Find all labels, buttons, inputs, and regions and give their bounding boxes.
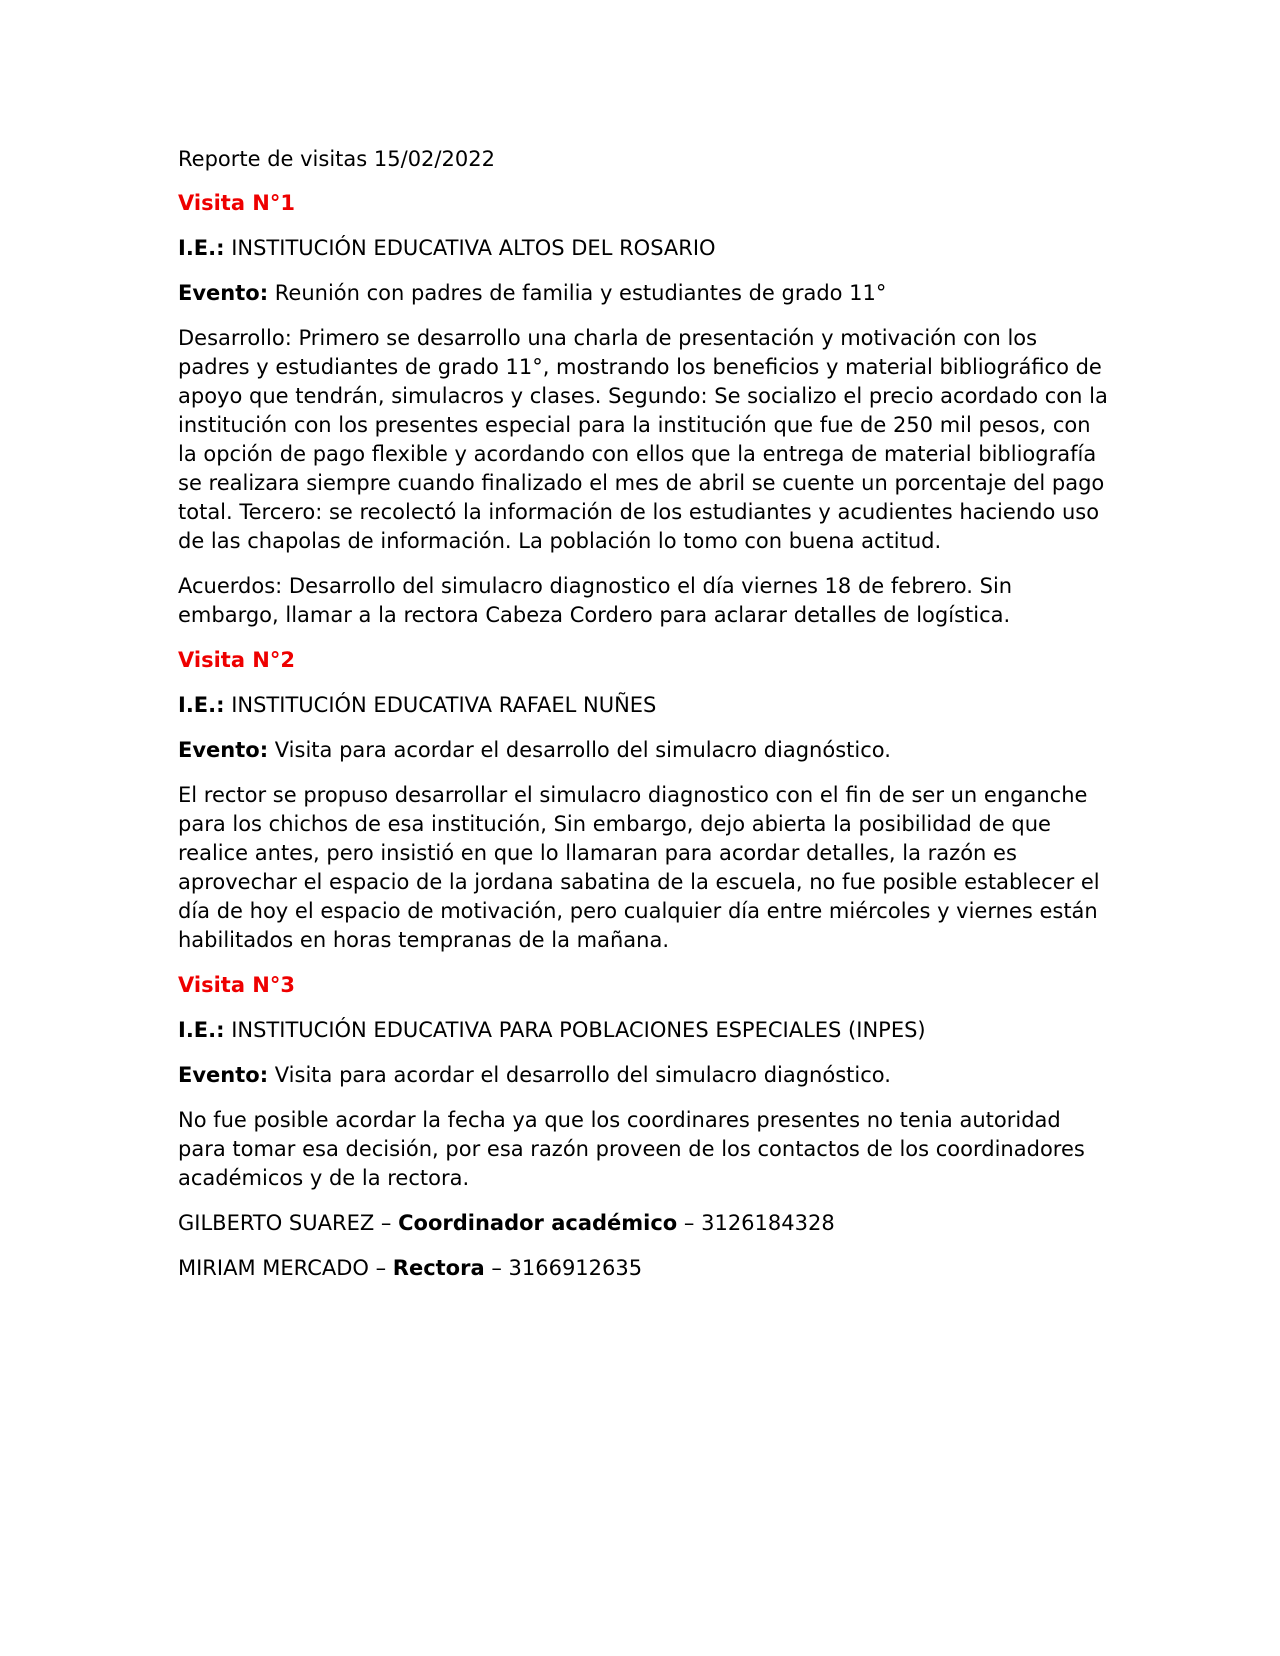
visit-3-heading: Visita N°3 [178,973,295,997]
contact-name: MIRIAM MERCADO [178,1256,369,1280]
event-description: Visita para acordar el desarrollo del simulacro diagnóstico. [274,1063,891,1087]
visit-3-section [178,971,1108,1283]
institution-label: I.E.: [178,236,225,260]
institution-name: INSTITUCIÓN EDUCATIVA PARA POBLACIONES ESPECIALES (INPES) [231,1018,926,1042]
visit-1-development-paragraph: Desarrollo: Primero se desarrollo una charla de presentación y motivación con los padres y estudiantes de grado 11°, mostrando los beneficios y material bibliográfico de apoyo que tendrán, simulacros y clases. Segundo: Se socializo el precio acordado con la institución con los presentes especial para la institución que fue de 250 mil pesos, con la opción de pago flexible y acordando con ellos que la entrega de material bibliografía se realizara siempre cuando finalizado el mes de abril se cuente un porcentaje del pago total. Tercero: se recolectó la información de los estudiantes y acudientes haciendo uso de las chapolas de información. La población lo tomo con buena actitud. [178,326,1108,553]
visit-2-institution [178,691,1108,720]
visit-2-heading: Visita N°2 [178,648,295,672]
event-description: Visita para acordar el desarrollo del simulacro diagnóstico. [274,738,891,762]
institution-label: I.E.: [178,693,225,717]
visit-2-event [178,736,1108,765]
document-page [178,145,1108,1299]
visit-1-event [178,279,1108,308]
contact-phone: 3166912635 [508,1256,643,1280]
visit-1-agreements-paragraph: Acuerdos: Desarrollo del simulacro diagnostico el día viernes 18 de febrero. Sin embargo, llamar a la rectora Cabeza Cordero para aclarar detalles de logística. [178,574,1013,627]
document-title: Reporte de visitas 15/02/2022 [178,147,495,171]
visit-1-institution [178,234,1108,263]
visit-2-notes-paragraph: El rector se propuso desarrollar el simulacro diagnostico con el fin de ser un enganche para los chichos de esa institución, Sin embargo, dejo abierta la posibilidad de que realice antes, pero insistió en que lo llamaran para acordar detalles, la razón es aprovechar el espacio de la jordana sabatina de la escuela, no fue posible establecer el día de hoy el espacio de motivación, pero cualquier día entre miércoles y viernes están habilitados en horas tempranas de la mañana. [178,783,1100,952]
event-label: Evento: [178,281,269,305]
visit-2-section [178,646,1108,955]
contact-phone: 3126184328 [701,1211,835,1235]
event-description: Reunión con padres de familia y estudiantes de grado 11° [274,281,887,305]
visit-3-event [178,1061,1108,1090]
contact-name: GILBERTO SUAREZ [178,1211,375,1235]
institution-label: I.E.: [178,1018,225,1042]
institution-name: INSTITUCIÓN EDUCATIVA RAFAEL NUÑES [231,693,657,717]
event-label: Evento: [178,738,269,762]
institution-name: INSTITUCIÓN EDUCATIVA ALTOS DEL ROSARIO [231,236,716,260]
visit-3-notes-paragraph: No fue posible acordar la fecha ya que los coordinares presentes no tenia autoridad para tomar esa decisión, por esa razón proveen de los contactos de los coordinadores académicos y de la rectora. [178,1108,1085,1190]
visit-3-institution [178,1016,1108,1045]
visit-1-section [178,189,1108,630]
contact-role: Rectora [392,1256,485,1280]
contact-line: GILBERTO SUAREZ – Coordinador académico – 3126184328 [178,1211,835,1235]
contact-line: MIRIAM MERCADO – Rectora – 3166912635 [178,1256,643,1280]
visit-1-heading: Visita N°1 [178,191,295,215]
contact-role: Coordinador académico [398,1211,678,1235]
event-label: Evento: [178,1063,269,1087]
